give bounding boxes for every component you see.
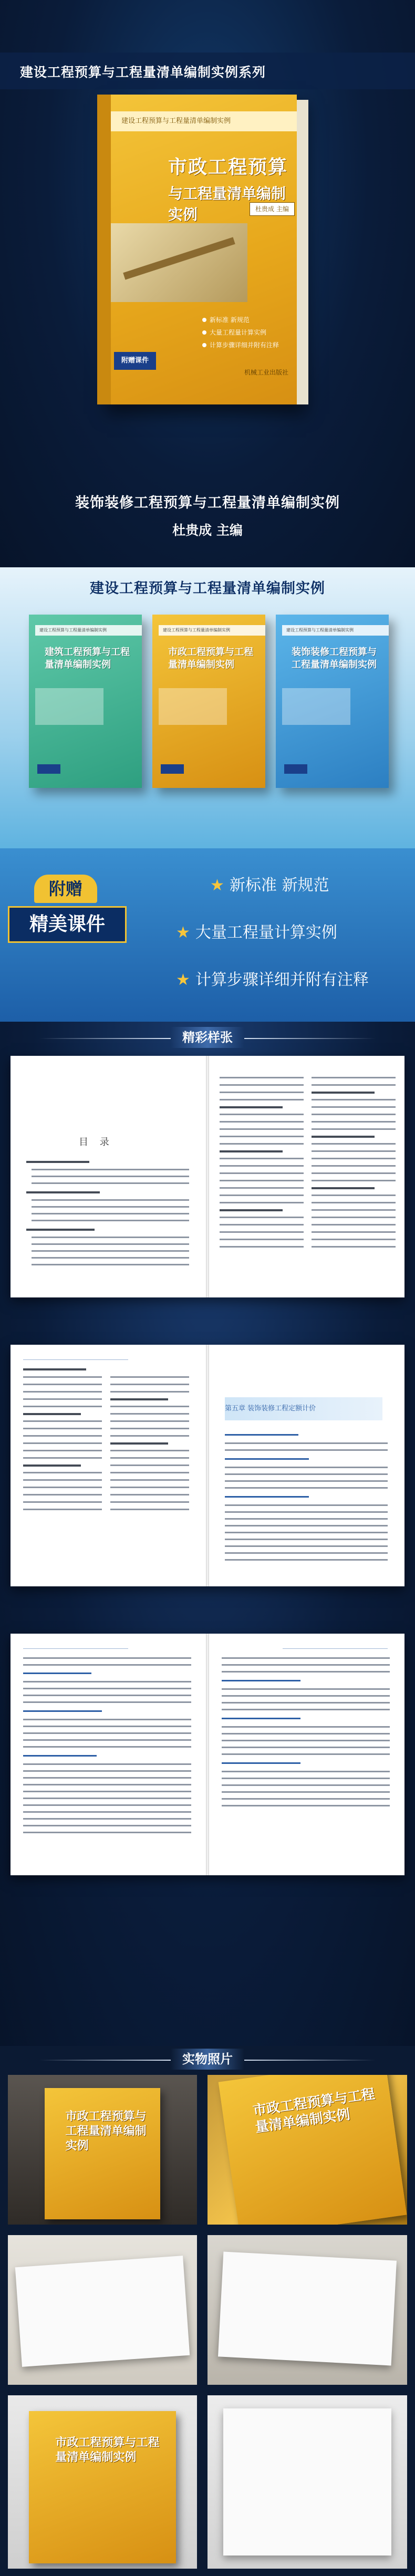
star-icon: ★: [210, 876, 224, 895]
series-book-logo: [161, 764, 184, 774]
series-book-blue: [276, 615, 389, 788]
sample-spread-toc: [11, 1056, 404, 1297]
book-courseware-logo: 附赠课件: [114, 352, 156, 370]
photo-inner-page: [208, 2395, 407, 2569]
book-feature-2: 大量工程量计算实例: [202, 328, 266, 337]
book-feature-1: 新标准 新规范: [202, 315, 250, 324]
sample-spread-chapter: [11, 1345, 404, 1586]
series-book-photo: [159, 688, 227, 725]
book-title-line2: 与工程量清单编制实例: [168, 185, 286, 223]
series-banner-title: 建设工程预算与工程量清单编制实例系列: [20, 65, 266, 80]
series-book-strip: 建设工程预算与工程量清单编制实例: [35, 625, 142, 636]
book-series-strip: 建设工程预算与工程量清单编制实例: [111, 111, 297, 131]
body-right-page: [209, 1634, 404, 1875]
photo-book-closeup-title: 市政工程预算与工程量清单编制实例: [252, 2086, 376, 2136]
sample-pages-label: 精彩样张: [171, 1027, 244, 1048]
chapter-title: 第五章 装饰装修工程定额计价: [225, 1405, 316, 1412]
hero-caption: [0, 491, 415, 539]
chapter-right-page: [209, 1345, 404, 1586]
series-section: [0, 567, 415, 848]
star-icon: ★: [176, 923, 190, 942]
series-book-strip: 建设工程预算与工程量清单编制实例: [159, 625, 265, 636]
toc-title: 目 录: [79, 1137, 113, 1148]
benefit-item-2: ★ 大量工程量计算实例: [176, 923, 337, 942]
series-book-logo: [37, 764, 60, 774]
book-title-line1: 市政工程预算: [168, 156, 288, 178]
body-left-page: [11, 1634, 206, 1875]
gift-badge-top: 附赠: [34, 875, 97, 903]
hero-caption-title: 装饰装修工程预算与工程量清单编制实例: [75, 495, 340, 511]
photo-open-book-2: [208, 2235, 407, 2385]
sample-pages-header: [0, 1027, 415, 1050]
photo-open-book-1: [8, 2235, 197, 2385]
series-banner: [0, 53, 415, 89]
gift-courseware-badge: [8, 875, 123, 969]
chapter-left-page: [11, 1345, 206, 1586]
series-book-photo: [282, 688, 350, 725]
hero-book-cover: [97, 95, 297, 404]
product-photos-label: 实物照片: [171, 2049, 244, 2070]
benefit-item-1: ★ 新标准 新规范: [210, 876, 329, 895]
book-page-edge: [297, 100, 308, 404]
series-book-yellow: [152, 615, 265, 788]
photo-book-cover-2-title: 市政工程预算与工程量清单编制实例: [55, 2436, 160, 2465]
series-book-title: 建筑工程预算与工程量清单编制实例: [45, 647, 130, 670]
book-publisher: 机械工业出版社: [244, 369, 289, 376]
toc-right-page: [209, 1056, 404, 1297]
series-book-photo: [35, 688, 103, 725]
photo-book-title: 市政工程预算与工程量清单编制实例: [65, 2110, 147, 2153]
photo-book-front: [8, 2075, 197, 2225]
photo-book-cover-2: [8, 2395, 197, 2569]
series-section-title: 建设工程预算与工程量清单编制实例: [90, 580, 325, 597]
photo-book-closeup: [208, 2075, 407, 2225]
product-photos-section: [0, 2046, 415, 2576]
book-cover-photo: [111, 223, 247, 302]
star-icon: ★: [176, 971, 190, 989]
product-photos-header: [0, 2049, 415, 2072]
series-book-green: [29, 615, 142, 788]
benefit-item-3: ★ 计算步骤详细并附有注释: [176, 971, 369, 989]
book-author-pill: 杜贵成 主编: [250, 202, 295, 216]
series-book-title: 装饰装修工程预算与工程量清单编制实例: [292, 647, 377, 670]
hero-caption-author: 杜贵成 主编: [172, 523, 243, 538]
hero-section: [0, 0, 415, 567]
series-book-strip: 建设工程预算与工程量清单编制实例: [282, 625, 389, 636]
book-feature-3: 计算步骤详细并附有注释: [202, 340, 279, 349]
series-book-logo: [284, 764, 307, 774]
toc-left-page: [11, 1056, 206, 1297]
benefits-section: [0, 848, 415, 1022]
series-book-title: 市政工程预算与工程量清单编制实例: [168, 647, 253, 670]
gift-badge-main: 精美课件: [8, 906, 127, 943]
sample-pages-section: [0, 1022, 415, 2046]
book-spine: [97, 95, 111, 404]
sample-spread-body: [11, 1634, 404, 1875]
